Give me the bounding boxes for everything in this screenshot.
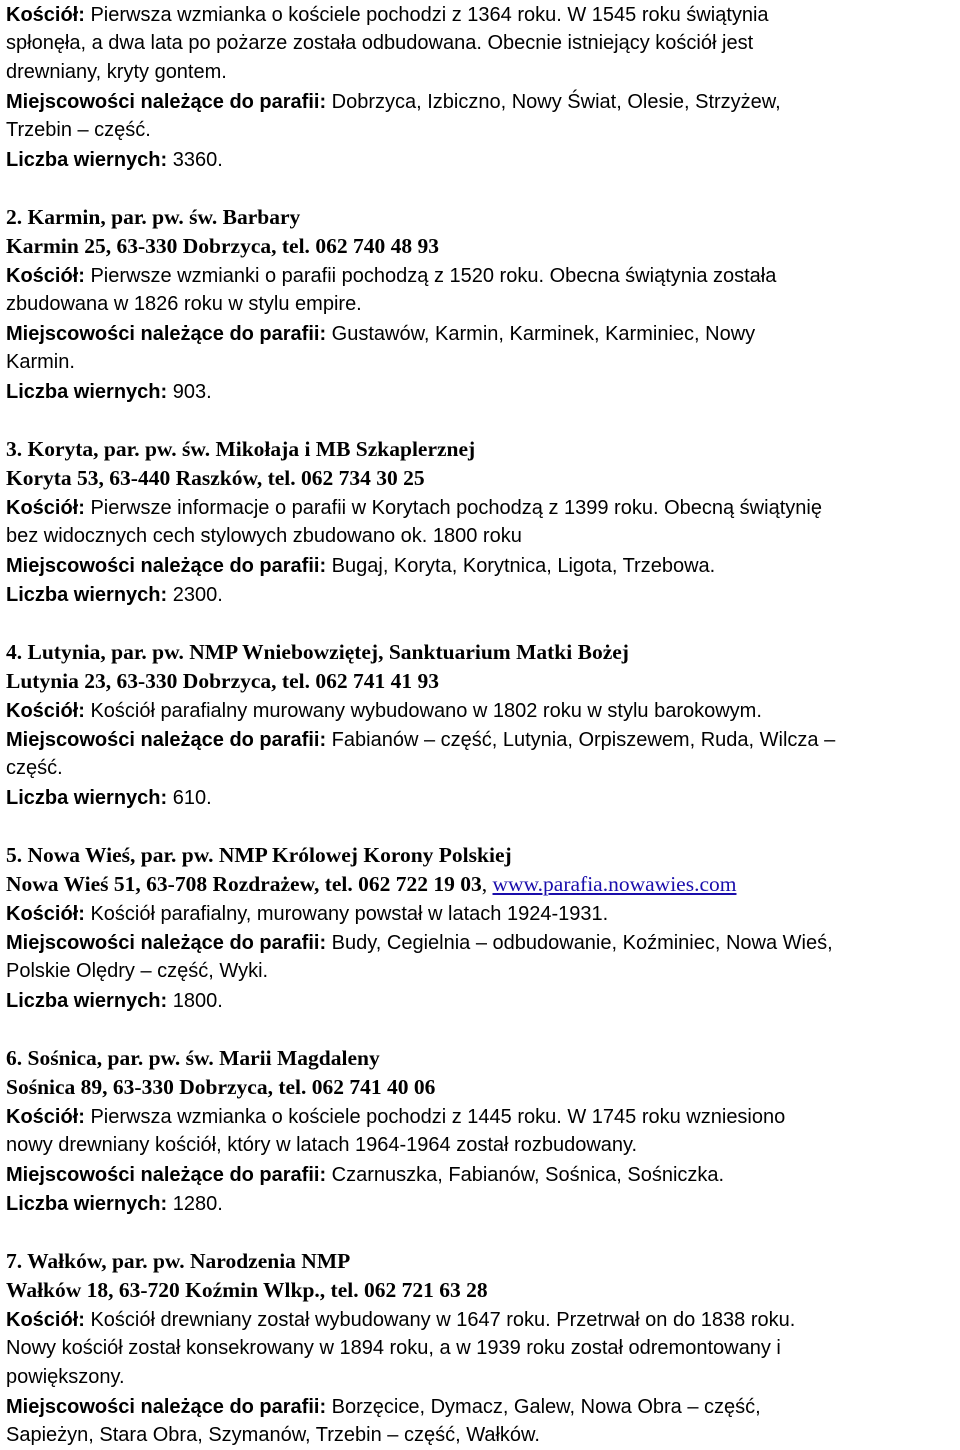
faithful-line <box>6 1189 956 1218</box>
villages-line <box>6 1392 956 1421</box>
parish-section-7 <box>6 1247 956 1450</box>
separator: , <box>481 872 493 896</box>
villages-label: Miejscowości należące do parafii: <box>6 1164 327 1186</box>
villages-text: Trzebin – część. <box>6 119 151 141</box>
phone-number: 062 721 63 28 <box>358 1278 488 1302</box>
church-label: Kościół: <box>6 1309 85 1331</box>
faithful-count: 903. <box>167 381 212 403</box>
church-text: Kościół drewniany został wybudowany w 1647 roku. Przetrwał on do 1838 roku. <box>84 1309 796 1331</box>
faithful-label: Liczba wiernych: <box>6 1193 168 1215</box>
villages-text: Fabianów – część, Lutynia, Orpiszewem, Ruda, Wilcza – <box>326 729 836 751</box>
phone-number: 062 741 41 93 <box>309 669 439 693</box>
church-text: powiększony. <box>6 1366 125 1388</box>
villages-text: Czarnuszka, Fabianów, Sośnica, Sośniczka. <box>326 1164 725 1186</box>
villages-text: część. <box>6 757 63 779</box>
church-text: Nowy kościół został konsekrowany w 1894 roku, a w 1939 roku został odremontowany i <box>6 1337 781 1359</box>
address-line <box>6 464 956 493</box>
church-text: zbudowana w 1826 roku w stylu empire. <box>6 293 362 315</box>
parish-section-5 <box>6 841 956 1015</box>
villages-label: Miejscowości należące do parafii: <box>6 1396 327 1418</box>
church-label: Kościół: <box>6 4 85 26</box>
villages-text: Bugaj, Koryta, Korytnica, Ligota, Trzebowa. <box>326 555 716 577</box>
parish-address: Koryta 53, 63-440 Raszków, tel. <box>6 466 296 490</box>
church-label: Kościół: <box>6 265 85 287</box>
church-text: drewniany, kryty gontem. <box>6 61 227 83</box>
villages-label: Miejscowości należące do parafii: <box>6 729 327 751</box>
church-line <box>6 0 956 29</box>
villages-text: Dobrzyca, Izbiczno, Nowy Świat, Olesie, Strzyżew, <box>326 91 781 113</box>
church-label: Kościół: <box>6 497 85 519</box>
church-line <box>6 493 956 522</box>
villages-label: Miejscowości należące do parafii: <box>6 323 327 345</box>
parish-title: 4. Lutynia, par. pw. NMP Wniebowziętej, Sanktuarium Matki Bożej <box>6 640 629 664</box>
villages-line <box>6 725 956 754</box>
parish-section-3 <box>6 435 956 609</box>
faithful-line <box>6 580 956 609</box>
church-label: Kościół: <box>6 903 85 925</box>
parish-website-link[interactable]: www.parafia.nowawies.com <box>492 872 737 896</box>
address-line <box>6 232 956 261</box>
villages-line <box>6 551 956 580</box>
church-line <box>6 1102 956 1131</box>
villages-line <box>6 87 956 116</box>
faithful-count: 1800. <box>167 990 223 1012</box>
villages-label: Miejscowości należące do parafii: <box>6 932 327 954</box>
faithful-line <box>6 377 956 406</box>
address-line <box>6 667 956 696</box>
faithful-count: 610. <box>167 787 212 809</box>
church-text: Pierwsze informacje o parafii w Korytach pochodzą z 1399 roku. Obecną świątynię <box>84 497 822 519</box>
parish-title: 7. Wałków, par. pw. Narodzenia NMP <box>6 1249 351 1273</box>
parish-section-2 <box>6 203 956 406</box>
parish-title: 5. Nowa Wieś, par. pw. NMP Królowej Korony Polskiej <box>6 843 512 867</box>
church-line <box>6 1305 956 1334</box>
villages-label: Miejscowości należące do parafii: <box>6 91 327 113</box>
villages-text: Karmin. <box>6 351 75 373</box>
villages-line <box>6 1160 956 1189</box>
parish-title: 2. Karmin, par. pw. św. Barbary <box>6 205 301 229</box>
parish-section-1 <box>6 0 956 174</box>
villages-text: Polskie Olędry – część, Wyki. <box>6 960 269 982</box>
parish-address: Sośnica 89, 63-330 Dobrzyca, tel. <box>6 1075 307 1099</box>
faithful-line <box>6 145 956 174</box>
church-label: Kościół: <box>6 1106 85 1128</box>
parish-address: Karmin 25, 63-330 Dobrzyca, tel. <box>6 234 310 258</box>
villages-text: Budy, Cegielnia – odbudowanie, Koźminiec, Nowa Wieś, <box>326 932 833 954</box>
church-text: Kościół parafialny, murowany powstał w latach 1924-1931. <box>84 903 609 925</box>
church-text: nowy drewniany kościół, który w latach 1964-1964 został rozbudowany. <box>6 1134 638 1156</box>
church-label: Kościół: <box>6 700 85 722</box>
parish-address: Nowa Wieś 51, 63-708 Rozdrażew, tel. <box>6 872 353 896</box>
parish-section-6 <box>6 1044 956 1218</box>
faithful-count: 3360. <box>167 149 223 171</box>
faithful-label: Liczba wiernych: <box>6 990 168 1012</box>
address-line <box>6 1276 956 1305</box>
faithful-label: Liczba wiernych: <box>6 149 168 171</box>
church-text: Pierwsza wzmianka o kościele pochodzi z 1445 roku. W 1745 roku wzniesiono <box>84 1106 786 1128</box>
church-line <box>6 899 956 928</box>
phone-number: 062 722 19 03 <box>352 872 482 896</box>
parish-address: Wałków 18, 63-720 Koźmin Wlkp., tel. <box>6 1278 359 1302</box>
villages-label: Miejscowości należące do parafii: <box>6 555 327 577</box>
church-text: bez widocznych cech stylowych zbudowano ok. 1800 roku <box>6 525 522 547</box>
phone-number: 062 734 30 25 <box>295 466 425 490</box>
faithful-count: 1280. <box>167 1193 223 1215</box>
villages-line <box>6 928 956 957</box>
address-line <box>6 870 956 899</box>
parish-address: Lutynia 23, 63-330 Dobrzyca, tel. <box>6 669 310 693</box>
church-text: Pierwsze wzmianki o parafii pochodzą z 1520 roku. Obecna świątynia została <box>84 265 777 287</box>
church-line <box>6 696 956 725</box>
faithful-label: Liczba wiernych: <box>6 584 168 606</box>
villages-text: Sapieżyn, Stara Obra, Szymanów, Trzebin – część, Wałków. <box>6 1424 540 1446</box>
faithful-count: 2300. <box>167 584 223 606</box>
address-line <box>6 1073 956 1102</box>
faithful-line <box>6 986 956 1015</box>
parish-section-4 <box>6 638 956 812</box>
parish-title: 6. Sośnica, par. pw. św. Marii Magdaleny <box>6 1046 380 1070</box>
villages-text: Borzęcice, Dymacz, Galew, Nowa Obra – część, <box>326 1396 761 1418</box>
villages-line <box>6 319 956 348</box>
faithful-label: Liczba wiernych: <box>6 787 168 809</box>
phone-number: 062 740 48 93 <box>309 234 439 258</box>
church-text: Pierwsza wzmianka o kościele pochodzi z 1364 roku. W 1545 roku świątynia <box>84 4 769 26</box>
faithful-line <box>6 783 956 812</box>
faithful-label: Liczba wiernych: <box>6 381 168 403</box>
villages-text: Gustawów, Karmin, Karminek, Karminiec, Nowy <box>326 323 756 345</box>
phone-number: 062 741 40 06 <box>306 1075 436 1099</box>
church-line <box>6 261 956 290</box>
parish-title: 3. Koryta, par. pw. św. Mikołaja i MB Szkaplerznej <box>6 437 476 461</box>
church-text: Kościół parafialny murowany wybudowano w 1802 roku w stylu barokowym. <box>84 700 762 722</box>
church-text: spłonęła, a dwa lata po pożarze została odbudowana. Obecnie istniejący kościół jest <box>6 32 754 54</box>
